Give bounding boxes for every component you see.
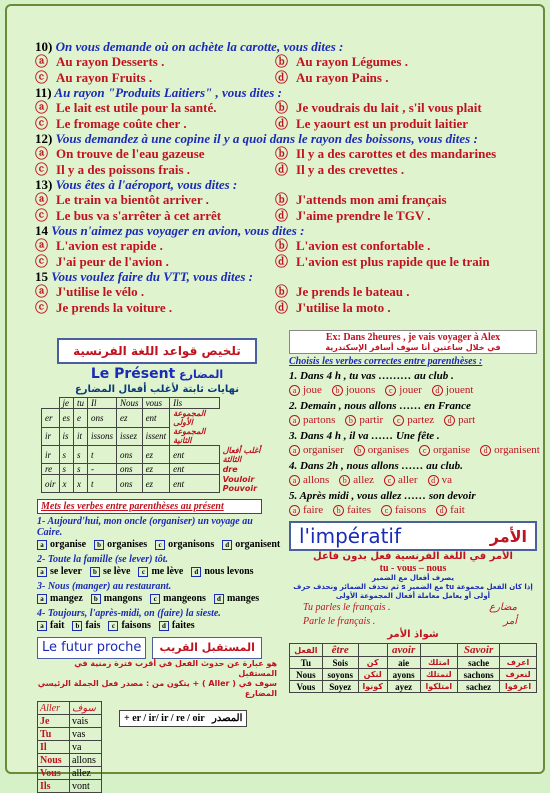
aller-header: Aller (38, 702, 70, 715)
irregular-cell: Soyez (322, 681, 358, 693)
exercise-option[interactable]: b se lève (90, 565, 131, 579)
option-letter: ⓒ (35, 70, 49, 85)
irregular-cell: اعرفوا (500, 681, 537, 693)
ending-cell: it (74, 427, 88, 446)
irregular-header: être (322, 644, 358, 657)
answer-option[interactable] (35, 70, 275, 86)
option-letter: ⓓ (275, 70, 289, 85)
ending-cell: issent (142, 427, 170, 446)
exercise-option[interactable]: b fais (72, 619, 100, 633)
ending-cell: ons (117, 475, 143, 493)
option-letter: ⓐ (35, 146, 49, 161)
option-letter: ⓒ (35, 162, 49, 177)
choose-items (289, 369, 540, 517)
exercise-question: 3- Nous (manger) au restaurant. (37, 581, 172, 592)
ending-cell: ez (142, 464, 170, 475)
options-row (35, 162, 535, 178)
exercise-instruction: Mets les verbes entre parenthèses au présent (37, 499, 262, 514)
choose-options (289, 503, 537, 517)
exercise-option[interactable]: d organisent (222, 538, 280, 552)
option-letter: ⓐ (35, 238, 49, 253)
irregular-cell: Nous (290, 669, 323, 681)
irregular-table (289, 643, 537, 693)
answer-option[interactable] (275, 192, 447, 208)
option-letter: ⓐ (35, 192, 49, 207)
irregular-cell: Sois (322, 657, 358, 669)
irregular-cell: sachons (458, 669, 500, 681)
exercise-options (37, 592, 277, 606)
irregular-cell: كن (358, 657, 387, 669)
verb-group-label: المجموعة الأولى (173, 409, 206, 427)
futur-heading: Le futur proche المستقبل القريب (37, 637, 277, 659)
ending-cell: ez (142, 475, 170, 493)
option-label: On trouve de l'eau gazeuse (56, 146, 205, 161)
option-label: Au rayon Fruits . (56, 70, 153, 85)
answer-option[interactable] (275, 70, 388, 86)
exercise-option[interactable]: a fait (37, 619, 64, 633)
exercise-question: 4- Toujours, l'après-midi, on (faire) la sieste. (37, 608, 221, 619)
exercise-option[interactable]: a se lever (37, 565, 82, 579)
question-text: 13) Vous êtes à l'aéroport, vous dites : (35, 177, 238, 192)
question-text: 11) Au rayon "Produits Laitiers" , vous dites : (35, 85, 282, 100)
irregular-cell: Vous (290, 681, 323, 693)
answer-option[interactable] (275, 100, 482, 116)
choose-option[interactable]: d jouent (432, 383, 474, 397)
option-label: Au rayon Desserts . (56, 54, 165, 69)
exercise-option[interactable]: c mangeons (150, 592, 206, 606)
option-letter: ⓒ (35, 208, 49, 223)
worksheet-page (5, 4, 545, 792)
options-row (35, 284, 535, 300)
exercise-options (37, 619, 277, 633)
option-label: J'aime prendre le TGV . (296, 208, 431, 223)
answer-option[interactable] (35, 254, 275, 270)
ending-cell: t (88, 475, 117, 493)
ending-cell: ez (117, 409, 143, 428)
ending-cell: e (74, 409, 88, 428)
option-letter: ⓒ (35, 254, 49, 269)
answer-option[interactable] (35, 116, 275, 132)
exercise-option[interactable]: d faites (159, 619, 195, 633)
aller-form-cell: allez (70, 767, 102, 780)
ending-cell: oir (42, 475, 60, 493)
option-letter: ⓒ (35, 300, 49, 315)
exercise-option[interactable]: b organises (94, 538, 147, 552)
question-text: 14 Vous n'aimez pas voyager en avion, vous dites : (35, 223, 305, 238)
options-row (35, 146, 535, 162)
irregular-cell: امتلكوا (420, 681, 457, 693)
option-letter: ⓓ (275, 116, 289, 131)
pronoun-cell: Vous (38, 767, 70, 780)
ending-cell: ez (142, 446, 170, 464)
aller-header: سوف (70, 702, 102, 715)
irregular-header: Savoir (458, 644, 500, 657)
choose-option[interactable]: a partons (289, 413, 335, 427)
ending-cell: re (42, 464, 60, 475)
option-letter: ⓐ (35, 54, 49, 69)
ending-cell: s (59, 464, 74, 475)
ending-cell: issons (88, 427, 117, 446)
option-letter: ⓐ (35, 100, 49, 115)
exercise-options (37, 538, 281, 552)
exercise-option[interactable]: b mangons (91, 592, 142, 606)
ending-cell: s (74, 464, 88, 475)
choose-question: 2. Demain , nous allons …… en France (289, 400, 471, 412)
option-letter: ⓓ (275, 254, 289, 269)
irregular-header (500, 644, 537, 657)
option-label: J'attends mon ami français (296, 192, 447, 207)
pronoun-header: Ils (170, 398, 220, 409)
irregular-cell: لنكن (358, 669, 387, 681)
irregular-cell: sachez (458, 681, 500, 693)
endings-title: نهايات ثابتة لأغلب أفعال المضارع (74, 384, 240, 395)
answer-option[interactable] (275, 208, 430, 224)
choose-option[interactable]: b jouons (332, 383, 375, 397)
irregular-cell: aie (387, 657, 420, 669)
choose-question: 3. Dans 4 h , il va …… Une fête . (289, 430, 440, 442)
pronoun-cell: Je (38, 715, 70, 728)
option-label: Le fromage coûte cher . (56, 116, 187, 131)
choose-option[interactable]: d fait (436, 503, 465, 517)
option-letter: ⓓ (275, 300, 289, 315)
option-label: Je prends la voiture . (56, 300, 173, 315)
pronoun-cell: Ils (38, 780, 70, 793)
question-text: 12) Vous demandez à une copine il y a quoi dans le rayon des boissons, vous dites : (35, 131, 478, 146)
ending-cell: ent (142, 409, 170, 428)
option-letter: ⓐ (35, 284, 49, 299)
mcq-section (35, 40, 535, 316)
option-label: J'ai peur de l'avion . (56, 254, 169, 269)
aller-form-cell: allons (70, 754, 102, 767)
pronoun-cell: Tu (38, 728, 70, 741)
choose-option[interactable]: d part (444, 413, 475, 427)
pronoun-cell: Nous (38, 754, 70, 767)
ending-cell: ir (42, 427, 60, 446)
exercise-option[interactable]: c organisons (155, 538, 214, 552)
irregular-header (358, 644, 387, 657)
ending-cell: ons (117, 446, 143, 464)
irregular-title: شواذ الأمر (387, 629, 439, 640)
option-label: Au rayon Légumes . (296, 54, 408, 69)
answer-option[interactable] (275, 254, 490, 270)
answer-option[interactable] (35, 146, 275, 162)
choose-options (289, 473, 537, 487)
options-row (35, 192, 535, 208)
option-label: L'avion est plus rapide que le train (296, 254, 490, 269)
irregular-header: الفعل (290, 644, 323, 657)
ending-cell: es (59, 409, 74, 428)
futur-exercises (289, 330, 540, 693)
choose-question: 4. Dans 2h , nous allons …… au club. (289, 460, 463, 472)
irregular-cell: كونوا (358, 681, 387, 693)
choose-option[interactable]: a faire (289, 503, 323, 517)
options-row (35, 54, 535, 70)
present-heading: Le Présent المضارع (90, 366, 224, 382)
aller-form-cell: vont (70, 780, 102, 793)
options-row (35, 238, 535, 254)
verb-group-label: Vouloir Pouvoir (222, 474, 258, 493)
verb-group-label: dre (222, 464, 238, 474)
imperative-note-3: أولى أو يعامل معاملة أفعال المجموعة الأولى (335, 592, 491, 600)
option-letter: ⓑ (275, 146, 289, 161)
question-text: 15 Vous voulez faire du VTT, vous dites : (35, 269, 254, 284)
choose-option[interactable]: c partez (393, 413, 434, 427)
answer-option[interactable] (35, 238, 275, 254)
choose-option[interactable]: d va (428, 473, 452, 487)
choose-options (289, 413, 537, 427)
answer-option[interactable] (275, 116, 468, 132)
option-label: Le yaourt est un produit laitier (296, 116, 469, 131)
option-label: Le lait est utile pour la santé. (56, 100, 217, 115)
conjugation-table (41, 397, 277, 493)
answer-option[interactable] (35, 54, 275, 70)
ending-cell: s (74, 446, 88, 464)
choose-options (289, 383, 537, 397)
answer-option[interactable] (35, 208, 275, 224)
option-label: Je voudrais du lait , s'il vous plait (296, 100, 482, 115)
answer-option[interactable] (35, 100, 275, 116)
exercise-option[interactable]: c faisons (108, 619, 150, 633)
answer-option[interactable] (35, 300, 275, 316)
option-letter: ⓓ (275, 208, 289, 223)
pronoun-cell: Il (38, 741, 70, 754)
grammar-section (37, 330, 540, 792)
answer-option[interactable] (275, 300, 391, 316)
option-letter: ⓑ (275, 284, 289, 299)
exercise-option[interactable]: a organise (37, 538, 86, 552)
ending-cell: s (59, 446, 74, 464)
choose-option[interactable]: b allez (339, 473, 374, 487)
answer-option[interactable] (275, 284, 410, 300)
imperative-pronouns: tu - vous – nous (379, 563, 447, 574)
choose-option[interactable]: c jouer (385, 383, 422, 397)
choose-option[interactable]: b faites (333, 503, 371, 517)
ending-cell: ons (88, 409, 117, 428)
aller-form-cell: vas (70, 728, 102, 741)
answer-option[interactable] (35, 162, 275, 178)
options-row (35, 300, 535, 316)
futur-note-2: يتكون من : مصدر فعل الجملة الرئيسي + ( Aller ) سوف في المضارع (37, 679, 277, 698)
imperative-example-2: Parle le français . أمر (303, 616, 517, 627)
pronoun-header: vous (142, 398, 170, 409)
verb-group-label: المجموعة الثانية (173, 427, 206, 445)
ending-cell: t (88, 446, 117, 464)
ending-cell: x (59, 475, 74, 493)
choose-option[interactable]: a joue (289, 383, 322, 397)
option-label: Je prends le bateau . (296, 284, 410, 299)
irregular-cell: soyons (322, 669, 358, 681)
irregular-cell: ayons (387, 669, 420, 681)
option-label: Le bus va s'arrêter à cet arrêt (56, 208, 222, 223)
option-label: J'utilise la moto . (296, 300, 391, 315)
irregular-cell: اعرف (500, 657, 537, 669)
pronoun-header: Il (88, 398, 117, 409)
exercise-options (37, 565, 277, 579)
ending-cell: ons (117, 464, 143, 475)
option-label: L'avion est confortable . (296, 238, 431, 253)
pronoun-header: je (59, 398, 74, 409)
irregular-cell: ayez (387, 681, 420, 693)
option-label: Au rayon Pains . (296, 70, 389, 85)
irregular-cell: sache (458, 657, 500, 669)
options-row (35, 254, 535, 270)
options-row (35, 116, 535, 132)
question-text: 10) On vous demande où on achète la carotte, vous dites : (35, 39, 344, 54)
answer-option[interactable] (35, 192, 275, 208)
exercise-question: 1- Aujourd'hui, mon oncle (organiser) un voyage au Caire. (37, 516, 253, 538)
option-label: J'utilise le vélo . (56, 284, 145, 299)
infinitive-endings: + er / ir/ ir / re / oir المصدر (119, 710, 247, 727)
ending-cell: is (59, 427, 74, 446)
irregular-cell: Tu (290, 657, 323, 669)
options-row (35, 100, 535, 116)
example-box: Ex: Dans 2heures , je vais voyager à Alex في خلال ساعتين أنا سوف أسافر الإسكندرية (289, 330, 537, 354)
ending-cell: ent (170, 446, 220, 464)
aller-form-cell: va (70, 741, 102, 754)
imperative-rule: الأمر في اللغة الفرنسية فعل بدون فاعل (313, 551, 513, 562)
irregular-header: avoir (387, 644, 420, 657)
choose-instruction: Choisis les verbes correctes entre parenthèses : (289, 356, 483, 367)
answer-option[interactable] (275, 238, 430, 254)
choose-option[interactable]: b partir (345, 413, 383, 427)
option-letter: ⓒ (35, 116, 49, 131)
choose-question: 5. Après midi , vous allez …… son devoir (289, 490, 476, 502)
imperative-heading: l'impératif الأمر (289, 521, 537, 551)
imperative-note-2: ثم نحذف الضمائر ونحذف حرف s مع الضمير tu إذا كان الفعل مجموعة (293, 583, 533, 591)
options-row (35, 208, 535, 224)
option-label: Il y a des carottes et des mandarines (296, 146, 497, 161)
aller-table (37, 701, 102, 793)
choose-option[interactable]: a allons (289, 473, 329, 487)
irregular-cell: لنعرف (500, 669, 537, 681)
ending-cell: ent (170, 475, 220, 493)
present-exercises (37, 516, 281, 633)
answer-option[interactable] (275, 54, 408, 70)
ending-cell: er (42, 409, 60, 428)
verb-group-label: أغلب أفعال الثالثة (222, 445, 261, 464)
option-letter: ⓓ (275, 162, 289, 177)
option-letter: ⓑ (275, 238, 289, 253)
exercise-option[interactable]: d nous levons (191, 565, 253, 579)
choose-option[interactable]: c faisons (381, 503, 426, 517)
choose-option[interactable]: d organisent (480, 443, 540, 457)
ending-cell: - (88, 464, 117, 475)
ending-cell: ir (42, 446, 60, 464)
choose-option[interactable]: b organises (354, 443, 409, 457)
option-letter: ⓑ (275, 192, 289, 207)
pronoun-header: tu (74, 398, 88, 409)
options-row (35, 70, 535, 86)
option-letter: ⓑ (275, 100, 289, 115)
option-label: Il y a des poissons frais . (56, 162, 191, 177)
option-label: Il y a des crevettes . (296, 162, 405, 177)
option-letter: ⓑ (275, 54, 289, 69)
irregular-cell: امتلك (420, 657, 457, 669)
imperative-example-1: Tu parles le français . مضارع (303, 602, 517, 613)
ending-cell: x (74, 475, 88, 493)
answer-option[interactable] (35, 284, 275, 300)
choose-question: 1. Dans 4 h , tu vas ……… au club . (289, 370, 454, 382)
futur-note-1: هو عبارة عن حدوث الفعل في أقرب فترة زمنية في المستقبل (74, 659, 277, 678)
choose-option[interactable]: a organiser (289, 443, 344, 457)
pronoun-header: Nous (117, 398, 143, 409)
exercise-option[interactable]: c me lève (138, 565, 183, 579)
exercise-question: 2- Toute la famille (se lever) tôt. (37, 554, 168, 565)
irregular-header (420, 644, 457, 657)
ending-cell: ent (170, 464, 220, 475)
option-label: L'avion est rapide . (56, 238, 163, 253)
aller-form-cell: vais (70, 715, 102, 728)
exercise-option[interactable]: d manges (214, 592, 259, 606)
answer-option[interactable] (275, 162, 404, 178)
choose-option[interactable]: c organise (419, 443, 470, 457)
choose-option[interactable]: c aller (384, 473, 418, 487)
choose-options (289, 443, 540, 457)
irregular-cell: لنمتلك (420, 669, 457, 681)
ending-cell: issez (117, 427, 143, 446)
answer-option[interactable] (275, 146, 496, 162)
imperative-note-1: يصرف أفعال مع الضمير (372, 574, 454, 582)
option-label: Le train va bientôt arriver . (56, 192, 209, 207)
summary-title: تلخيص قواعد اللغة الفرنسية (57, 338, 257, 364)
exercise-option[interactable]: a mangez (37, 592, 83, 606)
